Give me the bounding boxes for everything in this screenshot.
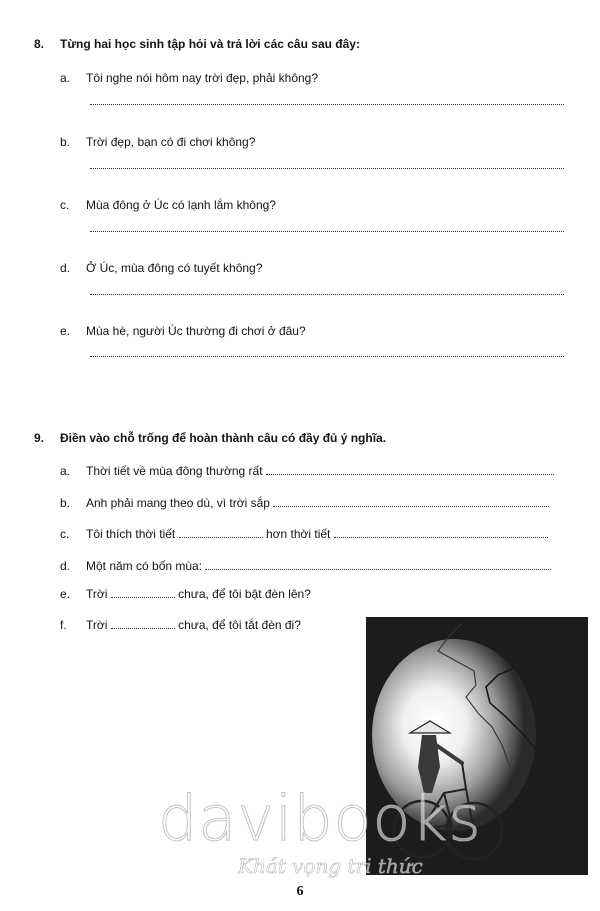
- item-text: Một năm có bốn mùa:: [86, 559, 203, 573]
- item-text-2: hơn thời tiết: [265, 527, 331, 541]
- question-9-item-f: [60, 618, 301, 632]
- question-8-item-c: [60, 198, 276, 212]
- answer-line-b[interactable]: [90, 168, 564, 169]
- item-letter: a.: [60, 71, 71, 85]
- question-9-heading: [34, 431, 386, 445]
- question-8-item-a: [60, 71, 318, 85]
- item-letter: b.: [60, 496, 71, 510]
- blank-fill[interactable]: [111, 588, 175, 598]
- answer-line-d[interactable]: [90, 294, 564, 295]
- item-text: Ở Úc, mùa đông có tuyết không?: [86, 261, 263, 275]
- item-letter: d.: [60, 261, 71, 275]
- blank-fill[interactable]: [334, 528, 548, 538]
- item-text: Mùa đông ở Úc có lạnh lắm không?: [86, 198, 276, 212]
- watermark-brand: davibooks: [158, 782, 482, 855]
- question-9-number: 9.: [34, 431, 45, 445]
- answer-line-a[interactable]: [90, 104, 564, 105]
- answer-line-c[interactable]: [90, 231, 564, 232]
- item-text: Tôi nghe nói hôm nay trời đẹp, phải không?: [86, 71, 319, 85]
- item-letter: e.: [60, 324, 71, 338]
- item-letter: c.: [60, 198, 70, 212]
- item-text: Thời tiết về mùa đông thường rất: [86, 464, 263, 478]
- item-letter: f.: [60, 618, 67, 632]
- question-8-item-e: [60, 324, 306, 338]
- question-9-item-e: [60, 587, 311, 601]
- blank-fill[interactable]: [111, 619, 175, 629]
- answer-line-e[interactable]: [90, 356, 564, 357]
- item-letter: c.: [60, 527, 70, 541]
- item-letter: b.: [60, 135, 71, 149]
- item-text-2: chưa, để tôi tắt đèn đi?: [178, 618, 301, 632]
- blank-fill[interactable]: [179, 528, 263, 538]
- question-9-item-d: [60, 559, 551, 573]
- item-text: Tôi thích thời tiết: [86, 527, 176, 541]
- question-8-heading: [34, 37, 360, 51]
- question-8-title: Từng hai học sinh tập hỏi và trả lời các câu sau đây:: [60, 37, 360, 51]
- item-text: Trời đẹp, bạn có đi chơi không?: [86, 135, 256, 149]
- blank-fill[interactable]: [266, 465, 554, 475]
- question-8-item-d: [60, 261, 262, 275]
- question-9-item-b: [60, 496, 549, 510]
- page-number: 6: [296, 884, 304, 899]
- blank-fill[interactable]: [273, 497, 549, 507]
- question-9-title: Điền vào chỗ trống để hoàn thành câu có đầy đủ ý nghĩa.: [60, 431, 387, 445]
- watermark-tagline: Khát vọng tri thức: [238, 854, 423, 878]
- question-8-number: 8.: [34, 37, 45, 51]
- question-9-item-a: [60, 464, 554, 478]
- item-letter: a.: [60, 464, 71, 478]
- item-text: Mùa hè, người Úc thường đi chơi ở đâu?: [86, 324, 306, 338]
- item-text-2: chưa, để tôi bật đèn lên?: [178, 587, 311, 601]
- blank-fill[interactable]: [205, 560, 551, 570]
- item-text: Anh phải mang theo dù, vì trời sắp: [86, 496, 270, 510]
- item-text: Trời: [86, 587, 108, 601]
- item-letter: d.: [60, 559, 71, 573]
- question-9-item-c: [60, 527, 548, 541]
- item-text: Trời: [86, 618, 108, 632]
- item-letter: e.: [60, 587, 71, 601]
- question-8-item-b: [60, 135, 255, 149]
